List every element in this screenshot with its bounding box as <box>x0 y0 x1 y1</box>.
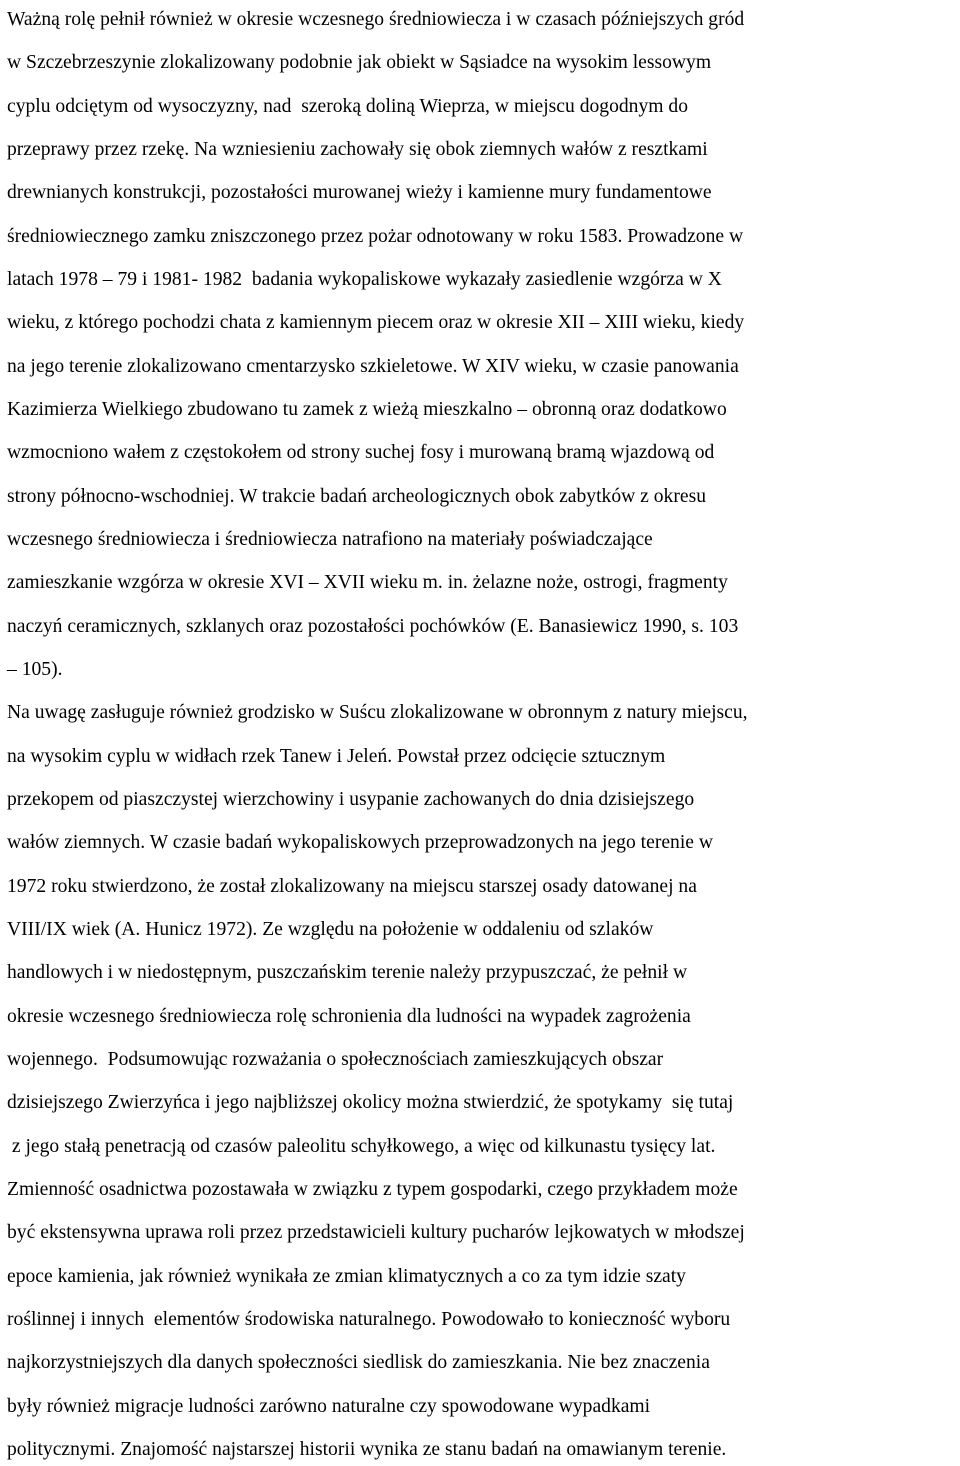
text-line: zamieszkanie wzgórza w okresie XVI – XVII wieku m. in. żelazne noże, ostrogi, fragmenty <box>7 572 728 594</box>
text-line: politycznymi. Znajomość najstarszej historii wynika ze stanu badań na omawianym terenie. <box>7 1438 727 1460</box>
text-line: handlowych i w niedostępnym, puszczańskim terenie należy przypuszczać, że pełnił w <box>7 962 688 984</box>
text-line: Ważną rolę pełnił również w okresie wczesnego średniowiecza i w czasach późniejszych gród <box>7 9 745 30</box>
text-line: przekopem od piaszczystej wierzchowiny i usypanie zachowanych do dnia dzisiejszego <box>7 788 695 810</box>
text-line: średniowiecznego zamku zniszczonego przez pożar odnotowany w roku 1583. Prowadzone w <box>7 225 744 247</box>
text-line: wzmocniono wałem z częstokołem od strony suchej fosy i murowaną bramą wjazdową od <box>7 442 715 464</box>
text-line: być ekstensywna uprawa roli przez przedstawicieli kultury pucharów lejkowatych w młodszej <box>7 1222 745 1244</box>
text-line: wojennego. Podsumowując rozważania o społecznościach zamieszkujących obszar <box>7 1048 664 1070</box>
text-line: cyplu odciętym od wysoczyzny, nad szeroką doliną Wieprza, w miejscu dogodnym do <box>7 95 689 117</box>
text-line: Zmienność osadnictwa pozostawała w związku z typem gospodarki, czego przykładem może <box>7 1178 738 1200</box>
text-line: w Szczebrzeszynie zlokalizowany podobnie jak obiekt w Sąsiadce na wysokim lessowym <box>7 52 712 74</box>
text-line: okresie wczesnego średniowiecza rolę schronienia dla ludności na wypadek zagrożenia <box>7 1005 691 1027</box>
text-line: drewnianych konstrukcji, pozostałości murowanej wieży i kamienne mury fundamentowe <box>7 182 712 204</box>
text-line: wałów ziemnych. W czasie badań wykopaliskowych przeprowadzonych na jego terenie w <box>7 832 714 854</box>
text-line: dzisiejszego Zwierzyńca i jego najbliższej okolicy można stwierdzić, że spotykamy się tutaj <box>7 1092 734 1114</box>
text-line: roślinnej i innych elementów środowiska naturalnego. Powodowało to konieczność wyboru <box>7 1308 731 1330</box>
text-line: 1972 roku stwierdzono, że został zlokalizowany na miejscu starszej osady datowanej na <box>7 875 697 897</box>
text-line: były również migracje ludności zarówno naturalne czy spowodowane wypadkami <box>7 1395 651 1417</box>
text-line: Na uwagę zasługuje również grodzisko w Suścu zlokalizowane w obronnym z natury miejscu, <box>7 702 748 724</box>
text-line: latach 1978 – 79 i 1981- 1982 badania wykopaliskowe wykazały zasiedlenie wzgórza w X <box>7 268 722 290</box>
text-line: VIII/IX wiek (A. Hunicz 1972). Ze względu na położenie w oddaleniu od szlaków <box>7 918 654 940</box>
text-line: na jego terenie zlokalizowano cmentarzysko szkieletowe. W XIV wieku, w czasie panowania <box>7 355 739 377</box>
text-line: najkorzystniejszych dla danych społeczności siedlisk do zamieszkania. Nie bez znaczenia <box>7 1352 710 1374</box>
text-line: Kazimierza Wielkiego zbudowano tu zamek z wieżą mieszkalno – obronną oraz dodatkowo <box>7 398 727 420</box>
text-line: przeprawy przez rzekę. Na wzniesieniu zachowały się obok ziemnych wałów z resztkami <box>7 138 708 160</box>
text-line: epoce kamienia, jak również wynikała ze zmian klimatycznych a co za tym idzie szaty <box>7 1265 686 1287</box>
text-line: – 105). <box>7 658 63 680</box>
text-line: wieku, z którego pochodzi chata z kamiennym piecem oraz w okresie XII – XIII wieku, kiedy <box>7 312 745 334</box>
text-line: z jego stałą penetracją od czasów paleolitu schyłkowego, a więc od kilkunastu tysięcy lat. <box>7 1135 716 1157</box>
text-line: naczyń ceramicznych, szklanych oraz pozostałości pochówków (E. Banasiewicz 1990, s. 103 <box>7 615 739 637</box>
text-line: na wysokim cyplu w widłach rzek Tanew i Jeleń. Powstał przez odcięcie sztucznym <box>7 745 666 767</box>
text-line: wczesnego średniowiecza i średniowiecza natrafiono na materiały poświadczające <box>7 528 653 550</box>
text-line: strony północno-wschodniej. W trakcie badań archeologicznych obok zabytków z okresu <box>7 485 706 507</box>
